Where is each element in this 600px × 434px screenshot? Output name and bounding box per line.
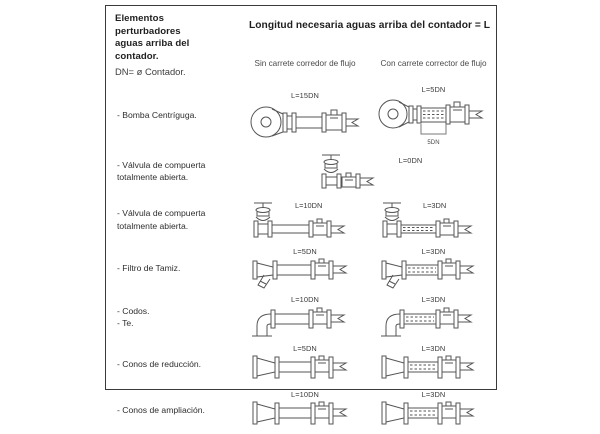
gate-valve-diagram xyxy=(243,199,367,241)
header-column-a: Sin carrete corredor de flujo xyxy=(254,58,356,68)
diagram-cell-merged xyxy=(241,148,498,195)
table-row xyxy=(106,342,498,388)
diagram-cell-a xyxy=(241,293,369,342)
length-label-b: L=3DN xyxy=(421,344,446,354)
elbow-straightener-svg xyxy=(376,304,492,340)
strainer-diagram xyxy=(243,247,367,290)
reducer-cone-svg xyxy=(247,353,363,385)
row-label-line1: - Conos de reducción. xyxy=(117,359,202,370)
table-row xyxy=(106,83,498,148)
strainer-straightener-svg xyxy=(376,256,492,290)
table-header-row-main xyxy=(106,6,498,44)
header-title-line2: aguas arriba del contador. xyxy=(115,38,190,62)
elbow-with-straightener-diagram xyxy=(371,295,496,340)
strainer-with-straightener-diagram xyxy=(371,247,496,290)
diagram-cell-a xyxy=(241,245,369,293)
diagram-cell-a xyxy=(241,83,369,148)
elbow-diagram-svg xyxy=(247,304,363,340)
header-column-b: Con carrete corrector de flujo xyxy=(380,58,487,68)
diagram-cell-b xyxy=(369,342,498,388)
diagram-cell-a xyxy=(241,342,369,388)
diagram-cell-b xyxy=(369,195,498,245)
table-row xyxy=(106,293,498,342)
row-label-line1: - Bomba Centríguga. xyxy=(117,109,197,120)
row-label xyxy=(106,293,241,342)
header-label-cell xyxy=(106,6,241,83)
length-label-a: L=10DN xyxy=(291,390,319,400)
length-label-a: L=5DN xyxy=(293,247,317,257)
header-span-title: Longitud necesaria aguas arriba del contador = L xyxy=(249,19,491,31)
row-label-line2: totalmente abierta. xyxy=(117,220,189,231)
row-label-line1: - Conos de ampliación. xyxy=(117,405,205,416)
gate-valve-adjacent-meter-diagram xyxy=(243,150,496,192)
row-label xyxy=(106,148,241,195)
row-label-line2: - Te. xyxy=(117,318,134,329)
length-label-a: L=10DN xyxy=(291,294,319,304)
row-label-line1: - Codos. xyxy=(117,305,150,316)
table-row xyxy=(106,245,498,293)
pump-diagram-svg xyxy=(246,100,364,140)
expander-cone-svg xyxy=(247,399,363,431)
row-label-line1: - Válvula de compuerta xyxy=(117,159,206,170)
row-label-line2: totalmente abierta. xyxy=(117,172,189,183)
diagram-cell-b xyxy=(369,388,498,434)
table-row xyxy=(106,388,498,434)
header-subtitle: DN= ø Contador. xyxy=(115,65,186,77)
length-label-a: L=15DN xyxy=(291,90,319,100)
row-label xyxy=(106,195,241,245)
gate-valve-with-straightener-diagram xyxy=(371,199,496,241)
length-label-b: L=3DN xyxy=(421,247,446,257)
header-title-line1: Elementos perturbadores xyxy=(115,13,181,37)
table-grid xyxy=(106,6,498,434)
row-label xyxy=(106,83,241,148)
row-label-line1: - Válvula de compuerta xyxy=(117,208,206,219)
pump-straightener-diagram-svg xyxy=(374,94,494,140)
diagram-cell-a xyxy=(241,195,369,245)
row-label-line1: - Filtro de Tamiz. xyxy=(117,263,181,274)
length-label-b: L=5DN xyxy=(421,84,446,94)
reducer-cone-straightener-svg xyxy=(376,353,492,385)
header-title xyxy=(106,6,241,66)
requirements-table xyxy=(105,5,497,416)
length-label-b: L=3DN xyxy=(423,200,447,210)
row-label xyxy=(106,342,241,388)
straightener-length-label: 5DN xyxy=(427,139,440,146)
reducer-cone-with-straightener-diagram xyxy=(371,344,496,385)
diagram-cell-b xyxy=(369,293,498,342)
diagram-cell-a xyxy=(241,388,369,434)
diagram-cell-b xyxy=(369,83,498,148)
expander-cone-with-straightener-diagram xyxy=(371,390,496,431)
table-row xyxy=(106,148,498,195)
length-label-merged: L=0DN xyxy=(398,156,423,166)
strainer-diagram-svg xyxy=(247,256,363,290)
row-label xyxy=(106,388,241,434)
diagram-cell-b xyxy=(369,245,498,293)
length-label-b: L=3DN xyxy=(421,390,446,400)
reducer-cone-diagram xyxy=(243,344,367,385)
length-label-a: L=10DN xyxy=(295,200,323,210)
length-label-a: L=5DN xyxy=(293,344,317,354)
elbow-diagram xyxy=(243,295,367,340)
pump-diagram xyxy=(243,91,367,140)
gate-valve-meter-svg xyxy=(317,150,395,192)
length-label-b: L=3DN xyxy=(421,294,446,304)
table-row xyxy=(106,195,498,245)
row-label xyxy=(106,245,241,293)
pump-with-straightener-diagram xyxy=(371,85,496,146)
expander-cone-diagram xyxy=(243,390,367,431)
expander-cone-straightener-svg xyxy=(376,399,492,431)
